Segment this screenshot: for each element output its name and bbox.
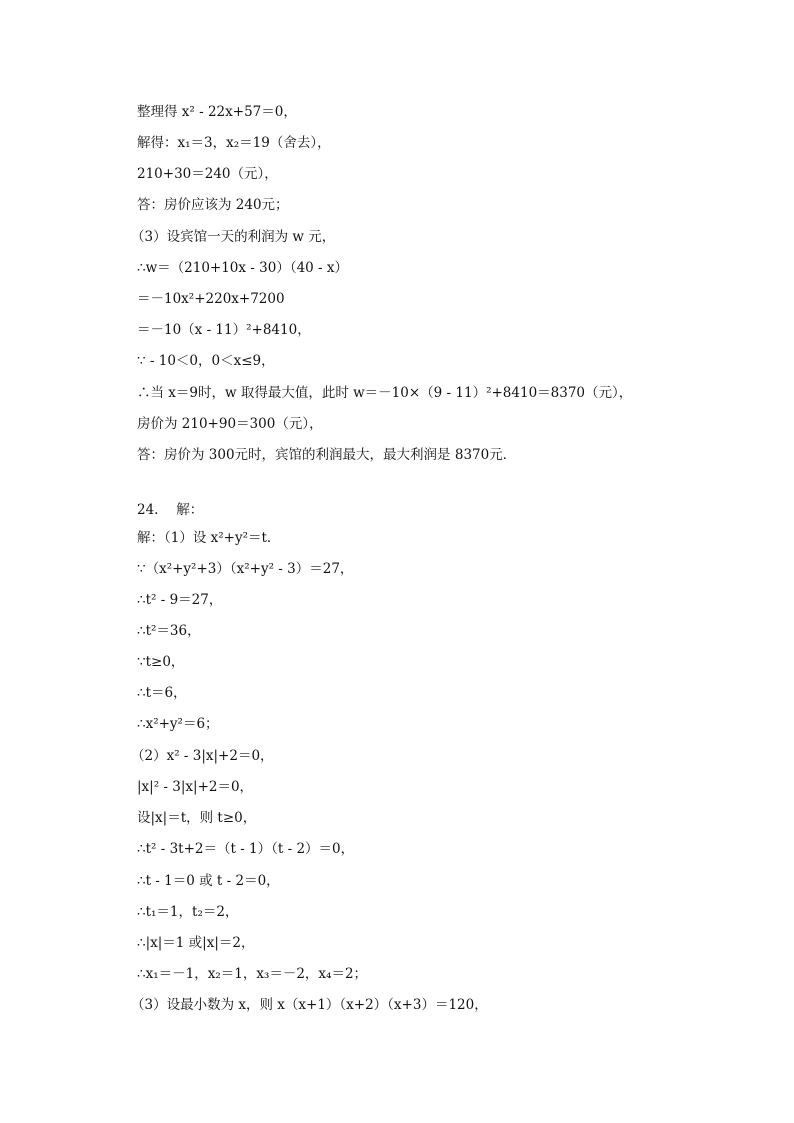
text-line: ＝－10x²+220x+7200 <box>137 291 285 307</box>
text-line: 答：房价为 300元时，宾馆的利润最大，最大利润是 8370元． <box>137 447 517 463</box>
text-line: ∴当 x＝9时，w 取得最大值，此时 w＝－10×（9 - 11）²+8410＝8370（元）， <box>137 385 633 401</box>
text-line: ∴t²＝36， <box>137 623 201 639</box>
text-line: ∴t² - 9＝27， <box>137 592 223 608</box>
text-line: ∴|x|＝1 或|x|＝2， <box>137 935 255 951</box>
text-line: ∴w＝（210+10x - 30）（40 - x） <box>137 260 349 276</box>
text-line: ∴t - 1＝0 或 t - 2＝0， <box>137 873 280 889</box>
text-line: ∴t² - 3t+2＝（t - 1）（t - 2）＝0， <box>137 841 355 857</box>
text-line: 设|x|＝t，则 t≥0， <box>137 810 257 826</box>
text-line: ∵（x²+y²+3）（x²+y² - 3）＝27， <box>137 561 354 577</box>
text-line: （3）设最小数为 x，则 x（x+1）（x+2）（x+3）＝120， <box>131 997 488 1013</box>
text-line: 解：（1）设 x²+y²＝t． <box>137 530 281 546</box>
text-line: 答：房价应该为 240元； <box>137 197 289 213</box>
text-line: ∴t＝6， <box>137 685 187 701</box>
text-line: ∴t₁＝1，t₂＝2， <box>137 904 239 920</box>
text-line: 整理得 x² - 22x+57＝0， <box>137 104 297 120</box>
text-line: ∴x²+y²＝6； <box>137 716 219 732</box>
text-line: |x|² - 3|x|+2＝0， <box>137 779 254 795</box>
text-line: （2）x² - 3|x|+2＝0， <box>131 748 274 764</box>
question-number: 24. 解： <box>137 502 204 518</box>
text-line: ∵t≥0， <box>137 654 185 670</box>
text-line: ∵ - 10＜0，0＜x≤9， <box>137 353 275 369</box>
text-line: 房价为 210+90＝300（元）， <box>137 416 323 432</box>
text-line: 210+30＝240（元）， <box>137 166 278 182</box>
text-line: ＝－10（x - 11）²+8410， <box>137 322 311 338</box>
text-line: （3）设宾馆一天的利润为 w 元， <box>131 229 336 245</box>
text-line: 解得：x₁＝3，x₂＝19（舍去）， <box>137 135 331 151</box>
text-line: ∴x₁＝－1，x₂＝1，x₃＝－2，x₄＝2； <box>137 966 368 982</box>
